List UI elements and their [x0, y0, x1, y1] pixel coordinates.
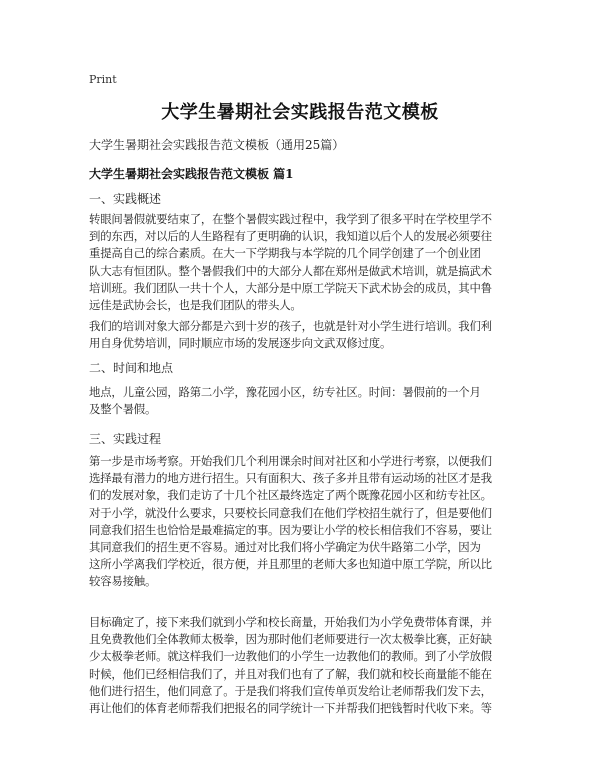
- paragraph-line: 重提高自己的综合素质。在大一下学期我与本学院的几个同学创建了一个创业团: [89, 246, 481, 261]
- paragraph-line: 们的发展对象，我们走访了十几个社区最终选定了两个既豫花园小区和纺专社区。: [89, 488, 492, 503]
- paragraph-line: 时候，他们已经相信我们了，并且对我们也有了了解，我们就和校长商量能不能在: [89, 666, 492, 681]
- paragraph: [89, 384, 513, 418]
- paragraph-line: 再让他们的体育老师帮我们把报名的同学统计一下并帮我们把钱暂时代收下来。等: [89, 701, 492, 716]
- paragraph-line: 选择最有潜力的地方进行招生。只有面积大、孩子多并且带有运动场的社区才是我: [89, 471, 492, 486]
- section-heading: 二、时间和地点: [89, 361, 174, 375]
- paragraph-line: 地点，儿童公园，路第二小学，豫花园小区，纺专社区。时间：暑假前的一个月: [89, 385, 481, 399]
- paragraph-line: 其同意我们的招生更不容易。通过对比我们将小学确定为伏牛路第二小学，因为: [89, 540, 481, 555]
- paragraph-line: 他们进行招生，他们同意了。于是我们将我们宣传单页发给让老师帮我们发下去，: [89, 683, 492, 698]
- paragraph-line: 我们的培训对象大部分都是六到十岁的孩子，也就是针对小学生进行培训。我们利: [89, 319, 492, 333]
- paragraph-line: 较容易接触。: [89, 574, 157, 589]
- paragraph-line: 到的东西，对以后的人生路程有了更明确的认识，我知道以后个人的发展必须要往: [89, 229, 492, 244]
- paragraph-line: 且免费教他们全体教师太极拳，因为那时他们老师要进行一次太极拳比赛，正好缺: [89, 632, 492, 647]
- section-heading: 一、实践概述: [89, 192, 162, 206]
- paragraph-line: 远佳是武协会长，也是我们团队的带头人。: [89, 298, 302, 313]
- paragraph-line: 及整个暑假。: [89, 402, 157, 417]
- section-heading: 三、实践过程: [89, 432, 162, 446]
- paragraph: [89, 211, 513, 314]
- paragraph-line: 目标确定了，接下来我们就到小学和校长商量，开始我们为小学免费带体育课，并: [89, 615, 492, 629]
- paragraph-line: 转眼间暑假就要结束了，在整个暑假实践过程中，我学到了很多平时在学校里学不: [89, 212, 492, 226]
- document-title: 大学生暑期社会实践报告范文模板: [161, 102, 439, 123]
- document-subtitle: 大学生暑期社会实践报告范文模板（通用25篇）: [89, 138, 345, 152]
- paragraph-line: 这所小学离我们学校近，很方便，并且那里的老师大多也知道中原工学院，所以比: [89, 557, 492, 572]
- paragraph: [89, 614, 513, 717]
- article-heading: 大学生暑期社会实践报告范文模板 篇1: [89, 167, 294, 181]
- paragraph: [89, 318, 513, 352]
- paragraph-line: 培训班。我们团队一共十个人，大部分是中原工学院天下武术协会的成员，其中鲁: [89, 280, 492, 295]
- paragraph-line: 用自身优势培训，同时顺应市场的发展逐步向文武双修过度。: [89, 336, 392, 351]
- paragraph-line: 第一步是市场考察。开始我们几个利用课余时间对社区和小学进行考察，以便我们: [89, 454, 492, 468]
- print-label[interactable]: Print: [89, 73, 117, 86]
- paragraph-line: 队大志有恒团队。整个暑假我们中的大部分人都在郑州是做武术培训，就是搞武术: [89, 263, 492, 278]
- paragraph-line: 同意我们招生也恰恰是最难搞定的事。因为要让小学的校长相信我们不容易，要让: [89, 522, 492, 537]
- paragraph: [89, 453, 513, 591]
- paragraph-line: 对于小学，就没什么要求，只要校长同意我们在他们学校招生就行了，但是要他们: [89, 505, 492, 520]
- paragraph-line: 少太极拳老师。就这样我们一边教他们的小学生一边教他们的教师。到了小学放假: [89, 649, 492, 664]
